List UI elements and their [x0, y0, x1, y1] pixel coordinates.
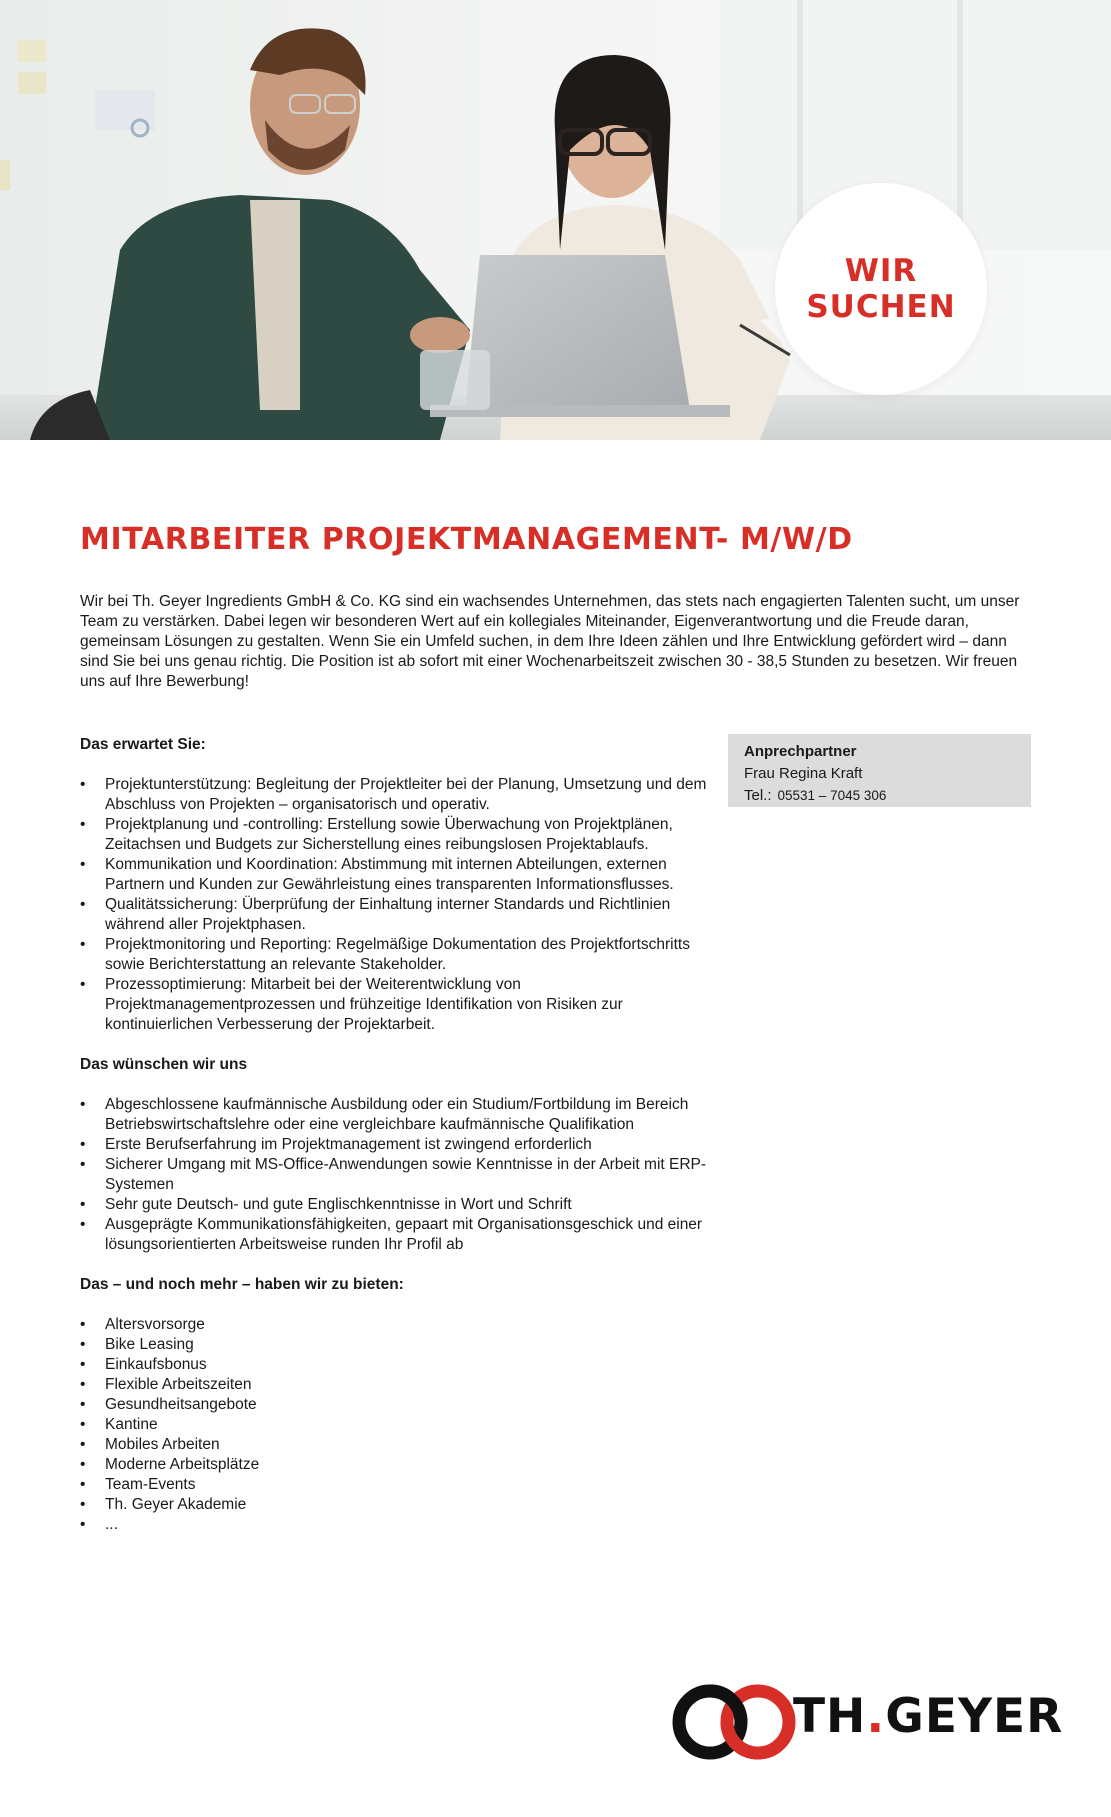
offer-list: [80, 1315, 710, 1535]
badge-line-1: WIR: [844, 253, 918, 289]
list-item: • Einkaufsbonus: [80, 1355, 710, 1375]
logo-text-dot: .: [866, 1689, 886, 1744]
list-item: • Altersvorsorge: [80, 1315, 710, 1335]
list-item: • Sicherer Umgang mit MS-Office-Anwendungen sowie Kenntnisse in der Arbeit mit ERP-Systemen: [80, 1155, 710, 1195]
contact-heading: Anprechpartner: [744, 743, 857, 760]
wir-suchen-badge: [775, 183, 987, 395]
badge-line-2: SUCHEN: [806, 289, 956, 325]
list-item: • Team-Events: [80, 1475, 710, 1495]
job-title: MITARBEITER PROJEKTMANAGEMENT- M/W/D: [80, 522, 853, 557]
contact-name: Frau Regina Kraft: [744, 765, 863, 782]
company-logo-text: [793, 1689, 1063, 1744]
list-item: • Sehr gute Deutsch- und gute Englischkenntnisse in Wort und Schrift: [80, 1195, 710, 1215]
list-item: • ...: [80, 1515, 710, 1535]
phone-label: Tel.:: [744, 787, 772, 804]
contact-box: [728, 734, 1031, 807]
section-heading-expect: Das erwartet Sie:: [80, 736, 206, 753]
list-item: • Projektplanung und -controlling: Erstellung sowie Überwachung von Projektplänen, Zeitachsen und Budgets zur Sicherstellung eines reibungslosen Projektablaufs.: [80, 815, 710, 855]
list-item: • Bike Leasing: [80, 1335, 710, 1355]
logo-text-b: GEYER: [885, 1689, 1064, 1744]
expect-list: [80, 775, 710, 1035]
intro-paragraph: Wir bei Th. Geyer Ingredients GmbH & Co. KG sind ein wachsendes Unternehmen, das stets nach engagierten Talenten sucht, um unser Team zu verstärken. Dabei legen wir besonderen Wert auf ein kollegiales Miteinander, Eigenverantwortung und die Freude daran, gemeinsam Lösungen zu gestalten. Wenn Sie ein Umfeld suchen, in dem Ihre Ideen zählen und Ihre Entwicklung gefördert wird – dann sind Sie bei uns genau richtig. Die Position ist ab sofort mit einer Wochenarbeitszeit zwischen 30 - 38,5 Stunden zu besetzen. Wir freuen uns auf Ihre Bewerbung!: [80, 593, 1020, 690]
list-item: • Kommunikation und Koordination: Abstimmung mit internen Abteilungen, externen Partnern und Kunden zur Gewährleistung eines transparenten Informationsflusses.: [80, 855, 710, 895]
list-item: • Moderne Arbeitsplätze: [80, 1455, 710, 1475]
list-item: • Gesundheitsangebote: [80, 1395, 710, 1415]
list-item: • Prozessoptimierung: Mitarbeit bei der Weiterentwicklung von Projektmanagementprozessen und frühzeitige Identifikation von Risiken zur kontinuierlichen Verbesserung der Projektarbeit.: [80, 975, 710, 1035]
list-item: • Projektmonitoring und Reporting: Regelmäßige Dokumentation des Projektfortschritts sowie Berichterstattung an relevante Stakeholder.: [80, 935, 710, 975]
logo-text-a: TH: [793, 1689, 867, 1744]
list-item: • Mobiles Arbeiten: [80, 1435, 710, 1455]
hero-image: [0, 0, 1111, 440]
section-heading-wish: Das wünschen wir uns: [80, 1056, 248, 1073]
list-item: • Th. Geyer Akademie: [80, 1495, 710, 1515]
list-item: • Flexible Arbeitszeiten: [80, 1375, 710, 1395]
contact-phone-row: [744, 785, 1015, 807]
wish-list: [80, 1095, 710, 1255]
section-heading-offer: Das – und noch mehr – haben wir zu bieten:: [80, 1276, 404, 1293]
list-item: • Abgeschlossene kaufmännische Ausbildung oder ein Studium/Fortbildung im Bereich Betriebswirtschaftslehre oder eine vergleichbare kaufmännische Qualifikation: [80, 1095, 710, 1135]
job-details: [80, 735, 710, 1535]
list-item: • Qualitätssicherung: Überprüfung der Einhaltung interner Standards und Richtlinien während aller Projektphasen.: [80, 895, 710, 935]
list-item: • Projektunterstützung: Begleitung der Projektleiter bei der Planung, Umsetzung und dem Abschluss von Projekten – organisatorisch und operativ.: [80, 775, 710, 815]
list-item: • Ausgeprägte Kommunikationsfähigkeiten, gepaart mit Organisationsgeschick und einer lösungsorientierten Arbeitsweise runden Ihr Profil ab: [80, 1215, 710, 1255]
list-item: • Kantine: [80, 1415, 710, 1435]
list-item: • Erste Berufserfahrung im Projektmanagement ist zwingend erforderlich: [80, 1135, 710, 1155]
phone-number[interactable]: 05531 – 7045 306: [777, 788, 887, 803]
